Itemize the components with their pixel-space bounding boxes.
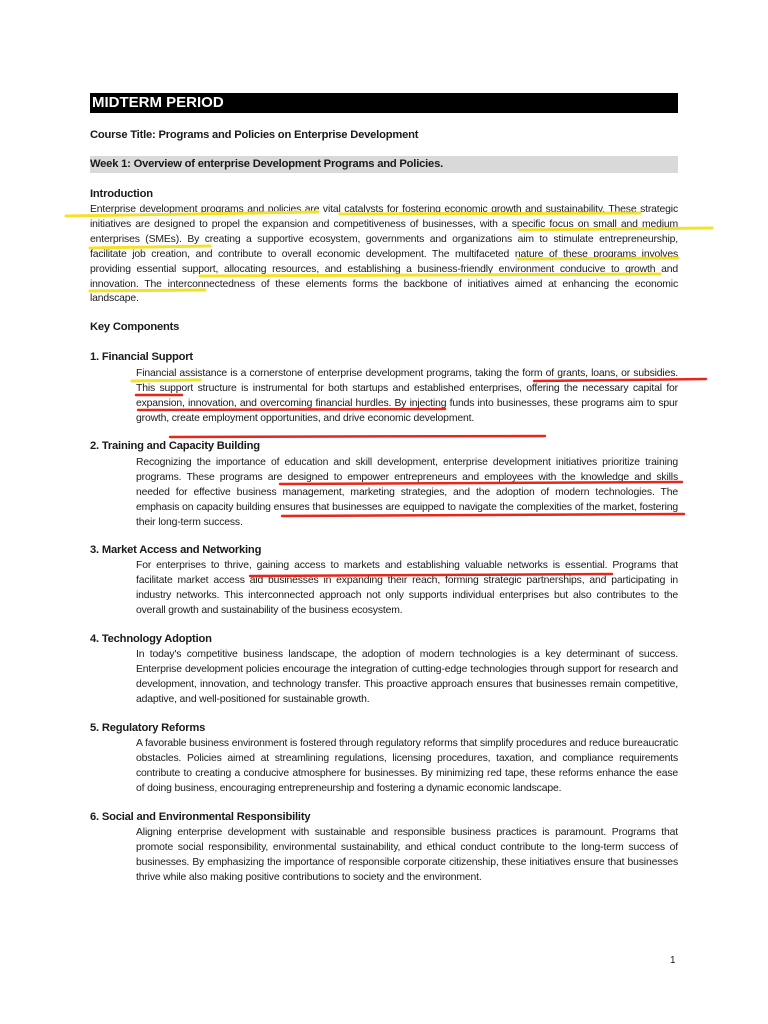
red-underline-mark [170, 436, 545, 437]
page-number: 1 [670, 955, 676, 966]
section-text: A favorable business environment is fostered through regulatory reforms that simplify procedures and reduce bureaucratic obstacles. Policies aimed at streamlining regulations, licensing procedures, taxation, and compliance requirements contribute to creating a conducive atmosphere for businesses. By minimizing red tape, these reforms enhance the ease of doing business, encouraging entrepreneurship and fostering a dynamic economic landscape. [136, 738, 678, 794]
period-header: MIDTERM PERIOD [90, 93, 678, 113]
introduction-text: Enterprise development programs and policies are vital catalysts for fostering economic growth and sustainability. These strategic initiatives are designed to propel the expansion and competitiveness of businesses, with a specific focus on small and medium enterprises (SMEs). By creating a supportive ecosystem, governments and organizations aim to stimulate entrepreneurship, facilitate job creation, and contribute to overall economic development. The multifaceted nature of these programs involves providing essential support, allocating resources, and establishing a business-friendly environment conducive to growth and innovation. The interconnectedness of these elements forms the backbone of initiatives aimed at enhancing the economic landscape. [90, 204, 678, 305]
section-heading: 1. Financial Support [90, 351, 193, 363]
section-heading: 3. Market Access and Networking [90, 544, 262, 556]
section-heading: 4. Technology Adoption [90, 633, 212, 645]
section-text: Financial assistance is a cornerstone of enterprise development programs, taking the form of grants, loans, or subsidies. This support structure is instrumental for both startups and established enterprises, offering the necessary capital for expansion, innovation, and overcoming financial hurdles. By injecting funds into businesses, these programs aim to spur growth, create employment opportunities, and drive economic development. [136, 368, 678, 424]
section-text: For enterprises to thrive, gaining access to markets and establishing valuable networks is essential. Programs that facilitate market access aid businesses in expanding their reach, forming strategic partnerships, and participating in industry networks. This interconnected approach not only supports individual enterprises but also contributes to the overall growth and sustainability of the business ecosystem. [136, 560, 678, 616]
section-heading: 2. Training and Capacity Building [90, 440, 260, 452]
course-title: Course Title: Programs and Policies on Enterprise Development [90, 129, 419, 141]
section-heading: 6. Social and Environmental Responsibility [90, 811, 311, 823]
section-text: Recognizing the importance of education and skill development, enterprise development initiatives prioritize training programs. These programs are designed to empower entrepreneurs and employees with the knowledge and skills needed for effective business management, marketing strategies, and the adoption of modern technologies. The emphasis on capacity building ensures that businesses are equipped to navigate the complexities of the market, fostering their long-term success. [136, 457, 678, 528]
section-text: Aligning enterprise development with sustainable and responsible business practices is paramount. Programs that promote social responsibility, environmental sustainability, and ethical conduct contribute to the long-term success of businesses. By emphasizing the importance of responsible corporate citizenship, these initiatives ensure that businesses thrive while also making positive contributions to society and the environment. [136, 827, 678, 883]
week-heading: Week 1: Overview of enterprise Development Programs and Policies. [90, 156, 678, 173]
introduction-heading: Introduction [90, 188, 153, 200]
section-text: In today's competitive business landscape, the adoption of modern technologies is a key determinant of success. Enterprise development policies encourage the integration of cutting-edge technologies through support for research and development, innovation, and technology transfer. This proactive approach ensures that businesses remain competitive, adaptive, and well-positioned for sustainable growth. [136, 649, 678, 705]
section-heading: 5. Regulatory Reforms [90, 722, 206, 734]
key-components-heading: Key Components [90, 321, 180, 333]
